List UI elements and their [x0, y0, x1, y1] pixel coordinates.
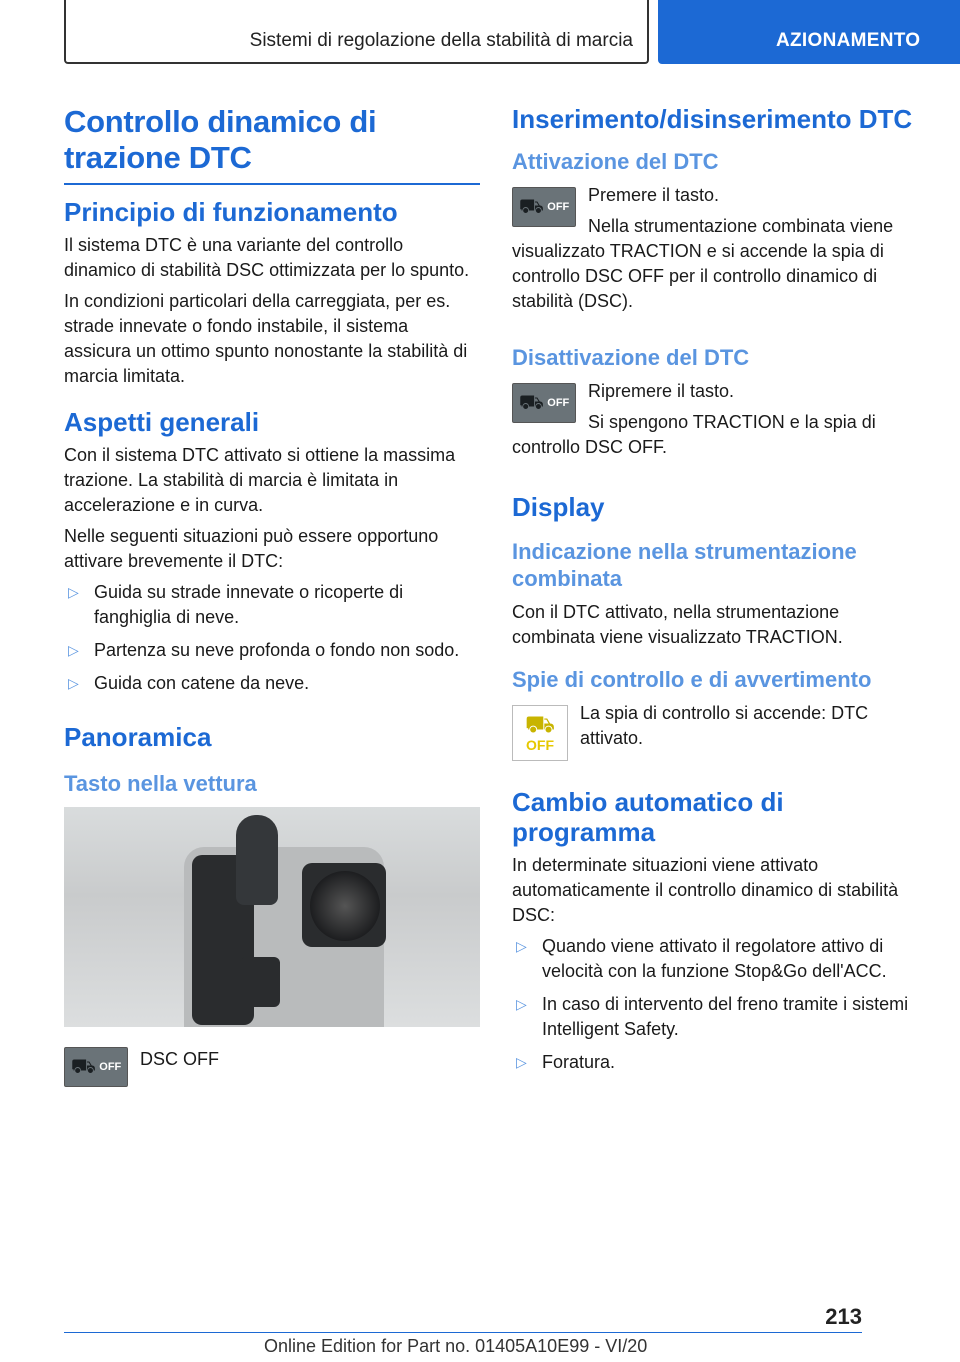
caption-row: [64, 1047, 480, 1087]
general-list: [64, 580, 480, 696]
subheading-warning-lights: Spie di controllo e di avvertimento: [512, 667, 872, 692]
principle-paragraph-2: In condizioni particolari della carreggiata, per es. strade innevate o fondo instabile, il sistema assicura un ottimo spunto nonostante la stabilità di marcia limitata.: [64, 291, 468, 386]
photo-caption: DSC OFF: [140, 1049, 219, 1069]
bullet-icon: ▷: [68, 675, 79, 691]
heading-deactivation: Disattivazione del DTC: [512, 345, 750, 370]
chapter-title: AZIONAMENTO: [776, 30, 921, 51]
list-item: ▷ In caso di intervento del freno tramite i sistemi Intelligent Safety.: [516, 994, 909, 1039]
general-paragraph-1: Con il sistema DTC attivato si ottiene la massima trazione. La stabilità di marcia è limitata in accelerazione e in curva.: [64, 445, 456, 515]
heading-auto-change: Cambio automatico di programma: [512, 787, 784, 847]
auto-list: [512, 934, 924, 1075]
heading-principle: Principio di funzionamento: [64, 197, 398, 227]
heading-overview: Panoramica: [64, 722, 212, 752]
console-photo: [64, 807, 480, 1027]
right-column: [512, 104, 924, 1083]
bullet-icon: ▷: [516, 1054, 527, 1070]
dsc-off-button-icon: ⛟ OFF: [64, 1047, 128, 1087]
warning-block: [512, 701, 924, 761]
deactivation-paragraph-1: Ripremere il tasto.: [588, 381, 735, 401]
warning-paragraph: La spia di controllo si accende: DTC attivato.: [580, 703, 869, 748]
list-item: ▷ Guida con catene da neve.: [64, 671, 480, 696]
chapter-tab: [658, 0, 960, 64]
subheading-cluster: Indicazione nella strumentazione combinata: [512, 539, 857, 591]
bullet-icon: ▷: [68, 584, 79, 600]
section-box: [64, 0, 649, 64]
bullet-icon: ▷: [516, 996, 527, 1012]
page-title: Controllo dinamico di trazione DTC: [64, 104, 480, 185]
list-item: ▷ Quando viene attivato il regolatore attivo di velocità con la funzione Stop&Go dell'ACC.: [516, 936, 887, 981]
activation-paragraph-2: Nella strumentazione combinata viene visualizzato TRACTION e si accende la spia di controllo DSC OFF per il controllo dinamico di stabilità (DSC).: [512, 216, 894, 311]
bullet-icon: ▷: [516, 938, 527, 954]
subheading-button: Tasto nella vettura: [64, 771, 257, 796]
list-item: ▷ Foratura.: [512, 1050, 924, 1075]
principle-paragraph-1: Il sistema DTC è una variante del controllo dinamico di stabilità DSC ottimizzata per lo spunto.: [64, 235, 470, 280]
auto-paragraph: In determinate situazioni viene attivato automaticamente il controllo dinamico di stabilità DSC:: [512, 855, 899, 925]
deactivation-paragraph-2: Si spengono TRACTION e la spia di controllo DSC OFF.: [512, 412, 876, 457]
dsc-off-button-icon: ⛟ OFF: [512, 383, 576, 423]
heading-toggle: Inserimento/disinserimento DTC: [512, 104, 913, 134]
section-title: Sistemi di regolazione della stabilità di marcia: [249, 30, 633, 51]
display-paragraph-1: Con il DTC attivato, nella strumentazione combinata viene visualizzato TRACTION.: [512, 602, 843, 647]
heading-display: Display: [512, 492, 605, 522]
dsc-off-warning-light-icon: ⛟ OFF: [512, 705, 568, 761]
page-header: [0, 0, 960, 66]
page-number: 213: [825, 1304, 862, 1329]
list-item: ▷ Guida su strade innevate o ricoperte di fanghiglia di neve.: [68, 582, 404, 627]
activation-paragraph-1: Premere il tasto.: [588, 185, 720, 205]
list-item: ▷ Partenza su neve profonda o fondo non sodo.: [64, 638, 480, 663]
activation-block: [512, 183, 924, 320]
left-column: [64, 104, 480, 1087]
edition-text: Online Edition for Part no. 01405A10E99 - VI/20: [264, 1336, 648, 1356]
bullet-icon: ▷: [68, 642, 79, 658]
dsc-off-button-icon: ⛟ OFF: [512, 187, 576, 227]
deactivation-block: [512, 379, 924, 466]
heading-activation: Attivazione del DTC: [512, 149, 719, 174]
heading-general: Aspetti generali: [64, 407, 260, 437]
general-paragraph-2: Nelle seguenti situazioni può essere opportuno attivare brevemente il DTC:: [64, 526, 439, 571]
